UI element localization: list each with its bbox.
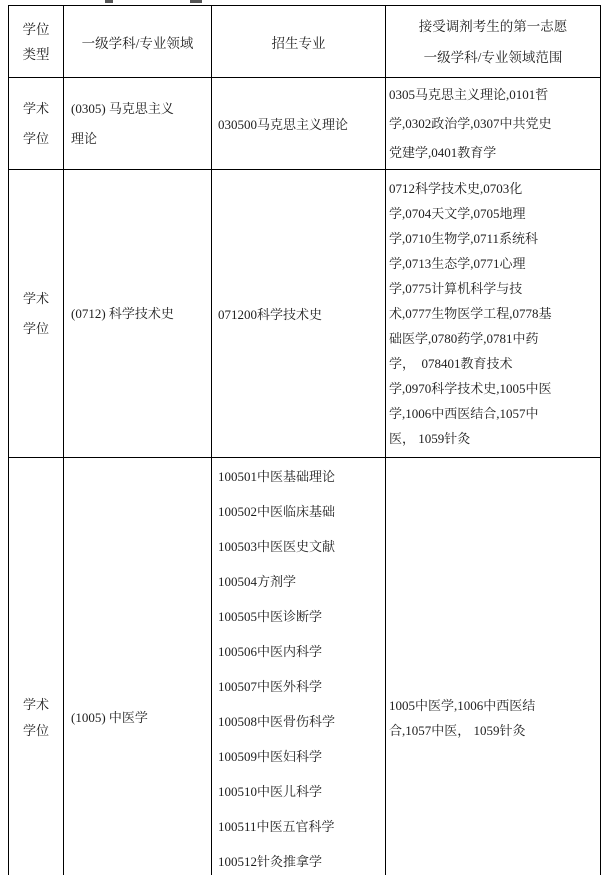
major-item: 100505中医诊断学 xyxy=(218,609,323,624)
discipline-text: (1005) 中医学 xyxy=(71,709,148,725)
transfer-range-line: 学,0704天文学,0705地理 xyxy=(389,206,526,221)
major-item: 100506中医内科学 xyxy=(218,644,323,659)
degree-type-text: 学术 xyxy=(22,696,49,712)
header-degree-type-line: 学位 xyxy=(22,21,50,37)
major-item: 100509中医妇科学 xyxy=(218,749,323,764)
header-discipline: 一级学科/专业领域 xyxy=(64,6,212,78)
cell-transfer-range xyxy=(386,78,601,170)
header-degree-type xyxy=(9,6,64,78)
transfer-range-line: 学,0710生物学,0711系统科 xyxy=(389,231,539,246)
transfer-range-line: 医， 1059针灸 xyxy=(389,431,471,446)
cell-majors xyxy=(212,170,386,458)
transfer-range-line: 学,1006中西医结合,1057中 xyxy=(389,406,539,421)
major-item: 100510中医儿科学 xyxy=(218,784,323,799)
clipped-text-artifact xyxy=(105,0,113,3)
table-row xyxy=(9,78,601,170)
major-item: 100502中医临床基础 xyxy=(218,504,336,519)
transfer-range-line: 础医学,0780药学,0781中药 xyxy=(389,331,539,346)
table-row xyxy=(9,458,601,875)
major-item: 100511中医五官科学 xyxy=(218,819,335,834)
degree-type-text: 学术 xyxy=(22,290,49,306)
table-row xyxy=(9,170,601,458)
cell-transfer-range xyxy=(386,458,601,875)
header-transfer-range xyxy=(386,6,601,78)
discipline-text: 理论 xyxy=(71,130,98,146)
cell-transfer-range xyxy=(386,170,601,458)
header-transfer-range-line: 接受调剂考生的第一志愿 xyxy=(418,18,568,34)
clipped-text-artifact xyxy=(190,0,202,3)
header-degree-type-line: 类型 xyxy=(22,46,50,62)
major-item: 100504方剂学 xyxy=(218,574,297,589)
header-transfer-range-line: 一级学科/专业领域范围 xyxy=(423,49,563,65)
transfer-range-line: 学， 078401教育技术 xyxy=(389,356,513,371)
transfer-range-line: 0712科学技术史,0703化 xyxy=(389,181,523,196)
major-item: 100512针灸推拿学 xyxy=(218,854,323,869)
major-item: 100501中医基础理论 xyxy=(218,469,336,484)
transfer-range-line: 学,0302政治学,0307中共党史 xyxy=(389,116,552,131)
transfer-admission-table xyxy=(8,5,601,875)
major-item: 100503中医医史文献 xyxy=(218,539,336,554)
degree-type-text: 学术 xyxy=(22,100,49,116)
header-major: 招生专业 xyxy=(212,6,386,78)
discipline-text: (0305) 马克思主义 xyxy=(71,100,174,116)
cell-majors xyxy=(212,78,386,170)
major-item: 071200科学技术史 xyxy=(218,307,323,322)
transfer-range-line: 合,1057中医， 1059针灸 xyxy=(389,722,526,738)
cell-discipline xyxy=(64,170,212,458)
major-item: 100507中医外科学 xyxy=(218,679,323,694)
transfer-range-line: 学,0775计算机科学与技 xyxy=(389,281,523,296)
transfer-range-line: 学,0970科学技术史,1005中医 xyxy=(389,381,552,396)
transfer-range-line: 学,0713生态学,0771心理 xyxy=(389,256,526,271)
cell-degree-type xyxy=(9,170,64,458)
cell-discipline xyxy=(64,78,212,170)
degree-type-text: 学位 xyxy=(22,320,49,336)
discipline-text: (0712) 科学技术史 xyxy=(71,305,174,321)
cell-degree-type xyxy=(9,458,64,875)
cell-majors xyxy=(212,458,386,875)
table-header-row xyxy=(9,6,601,78)
major-item: 100508中医骨伤科学 xyxy=(218,714,336,729)
transfer-range-line: 0305马克思主义理论,0101哲 xyxy=(389,87,549,102)
major-item: 030500马克思主义理论 xyxy=(218,117,349,132)
degree-type-text: 学位 xyxy=(22,130,49,146)
transfer-range-line: 术,0777生物医学工程,0778基 xyxy=(389,306,552,321)
transfer-range-line: 1005中医学,1006中西医结 xyxy=(389,697,536,713)
cell-discipline xyxy=(64,458,212,875)
degree-type-text: 学位 xyxy=(22,722,49,738)
cell-degree-type xyxy=(9,78,64,170)
transfer-range-line: 党建学,0401教育学 xyxy=(389,145,497,160)
